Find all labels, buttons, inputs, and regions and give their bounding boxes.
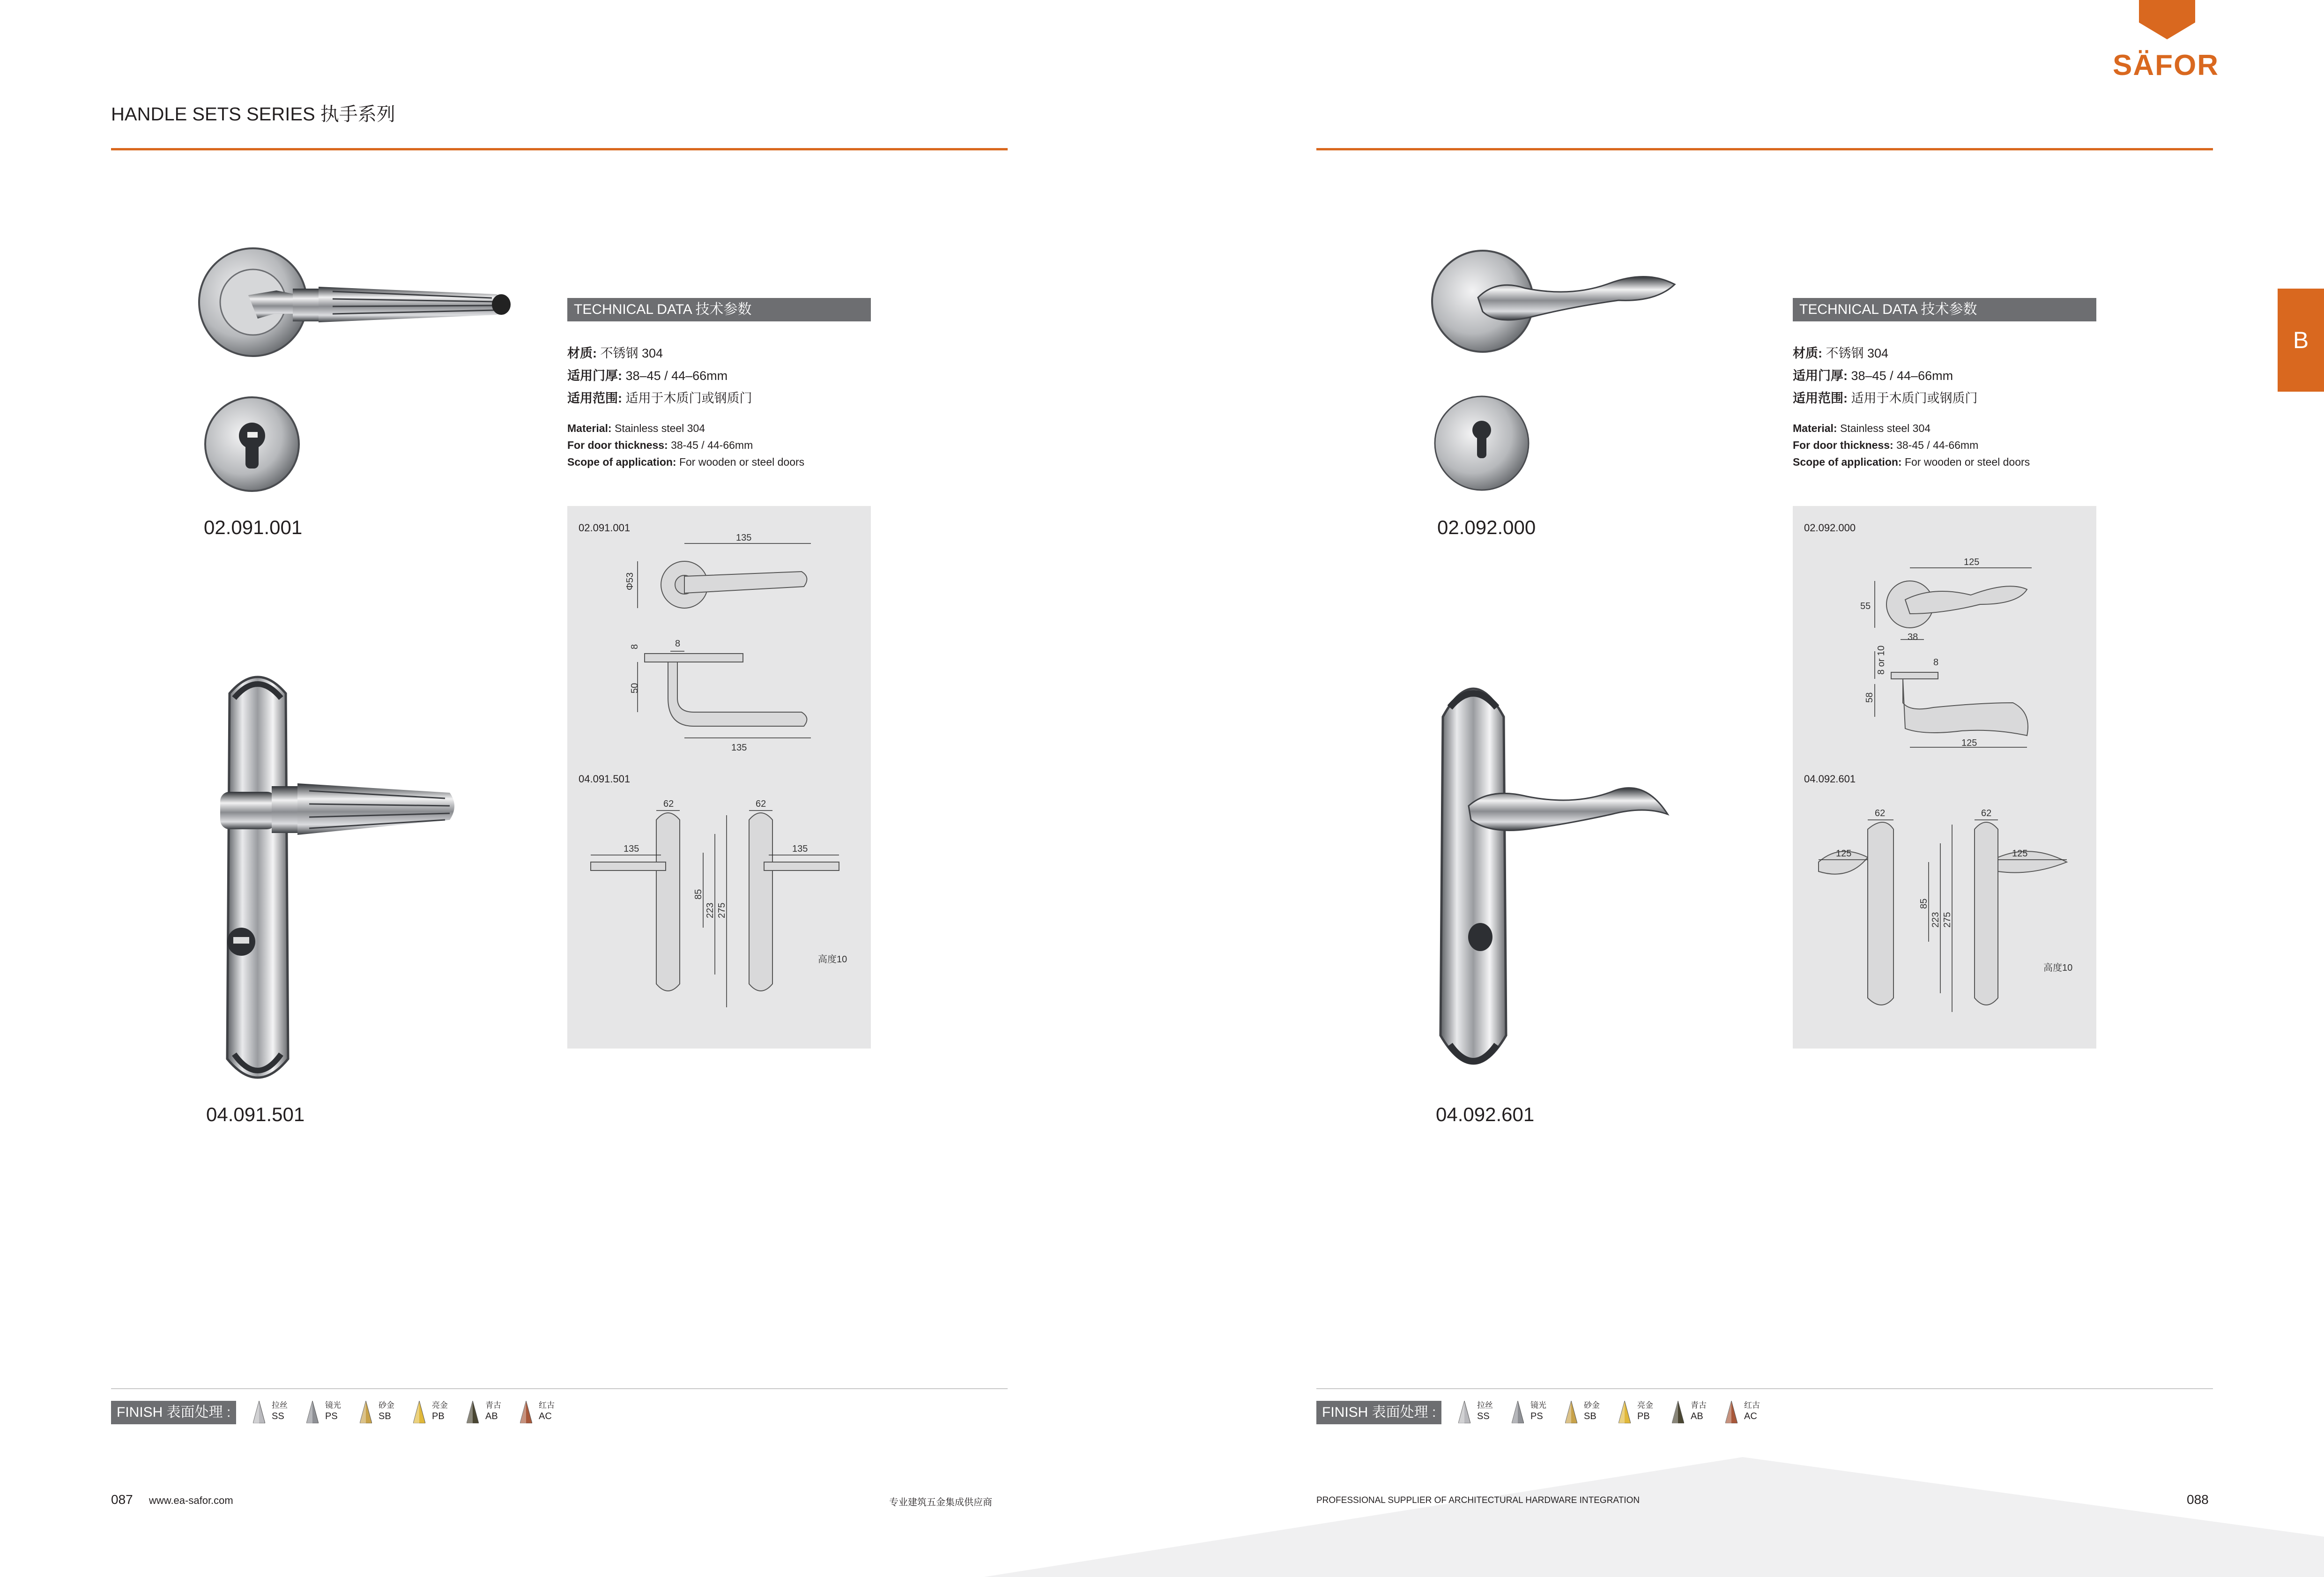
- finish-name-cn: 青古: [1691, 1401, 1707, 1410]
- spec-cn-scope: 适用范围: 适用于木质门或钢质门: [567, 391, 752, 405]
- finish-cone-icon: [1565, 1401, 1577, 1423]
- finish-rule-left: [111, 1388, 1008, 1389]
- spec-en-material: Material: Stainless steel 304: [1793, 422, 1931, 434]
- product-code-top-right: 02.092.000: [1437, 516, 1536, 538]
- finish-code: AC: [539, 1411, 552, 1421]
- dim-len1: 135: [736, 533, 752, 543]
- dim-125b: 125: [2012, 848, 2028, 859]
- dim-85: 85: [1919, 898, 1929, 909]
- page-number-left: 087: [111, 1492, 133, 1507]
- finish-label: FINISH 表面处理 :: [111, 1401, 236, 1424]
- technical-drawing-right: [1793, 506, 2096, 1049]
- spec-cn-thickness: 适用门厚: 38–45 / 44–66mm: [567, 369, 728, 383]
- spec-en-left: [567, 420, 804, 470]
- finish-code: SB: [1584, 1411, 1596, 1421]
- finish-cone-icon: [413, 1401, 425, 1423]
- brand-name: SÄFOR: [2113, 49, 2219, 82]
- product-code-top-left: 02.091.001: [204, 516, 303, 538]
- spec-cn-material: 材质: 不锈钢 304: [1793, 346, 1889, 360]
- dim-135b: 135: [792, 844, 808, 854]
- page-title: HANDLE SETS SERIES 执手系列: [111, 104, 395, 125]
- dim-275: 275: [1942, 912, 1953, 928]
- finish-cone-icon: [1458, 1401, 1470, 1423]
- finish-name-cn: 镜光: [325, 1401, 341, 1410]
- spec-en-scope: Scope of application: For wooden or steel doors: [567, 456, 805, 468]
- finish-name-cn: 亮金: [1637, 1401, 1653, 1410]
- dim-85: 85: [693, 889, 704, 900]
- product-code-bottom-right: 04.092.601: [1436, 1103, 1535, 1125]
- finish-name-cn: 青古: [485, 1401, 501, 1410]
- dim-223: 223: [705, 902, 715, 918]
- finish-cone-icon: [306, 1401, 319, 1423]
- dim-8: 8: [1933, 657, 1939, 668]
- finish-name-cn: 砂金: [1584, 1401, 1600, 1410]
- drawing-label-bottom: 04.091.501: [579, 773, 631, 785]
- finish-cone-icon: [1725, 1401, 1737, 1423]
- dim-len2: 135: [731, 743, 747, 753]
- dim-275: 275: [717, 902, 727, 918]
- finish-code: SS: [1477, 1411, 1490, 1421]
- product-image-lever-02-091-001: [192, 244, 520, 365]
- spec-cn-thickness: 适用门厚: 38–45 / 44–66mm: [1793, 369, 1953, 383]
- dim-135a: 135: [624, 844, 639, 854]
- drawing-label-top: 02.091.001: [579, 522, 631, 534]
- spec-en-thickness: For door thickness: 38-45 / 44-66mm: [567, 439, 753, 451]
- finish-name-cn: 红古: [1744, 1401, 1760, 1410]
- section-tab-b[interactable]: [2278, 289, 2324, 392]
- dim-62a: 62: [1875, 808, 1886, 818]
- drawing-label-top: 02.092.000: [1804, 522, 1856, 534]
- finish-name-cn: 镜光: [1530, 1401, 1546, 1410]
- finish-code: SS: [272, 1411, 284, 1421]
- dim-8or10: 8 or 10: [1876, 645, 1886, 675]
- dim-8b: 8: [630, 644, 640, 649]
- finish-code: PS: [325, 1411, 338, 1421]
- finish-code: PB: [1637, 1411, 1650, 1421]
- spec-cn-scope: 适用范围: 适用于木质门或钢质门: [1793, 391, 1978, 405]
- dim-height-note: 高度10: [818, 954, 847, 965]
- finish-code: SB: [379, 1411, 391, 1421]
- finish-name-cn: 红古: [539, 1401, 555, 1410]
- dim-8a: 8: [675, 639, 681, 649]
- brand-logo: [2113, 0, 2219, 84]
- spec-en-material: Material: Stainless steel 304: [567, 422, 705, 434]
- finish-name-cn: 拉丝: [1477, 1401, 1493, 1410]
- dim-62b: 62: [1981, 808, 1992, 818]
- dim-38: 38: [1908, 632, 1918, 642]
- finish-cone-icon: [1619, 1401, 1631, 1423]
- website-link[interactable]: www.ea-safor.com: [149, 1495, 233, 1506]
- dim-55: 55: [1860, 601, 1871, 611]
- header-rule-left: [111, 148, 1008, 150]
- dim-len2: 125: [1961, 738, 1977, 748]
- finish-code: PS: [1530, 1411, 1543, 1421]
- footer-slogan-en: PROFESSIONAL SUPPLIER OF ARCHITECTURAL HARDWARE INTEGRATION: [1316, 1495, 1640, 1505]
- technical-drawing-svg: [567, 506, 871, 1049]
- finish-cone-icon: [1672, 1401, 1684, 1423]
- dim-height-note: 高度10: [2043, 963, 2073, 973]
- finish-cone-icon: [253, 1401, 265, 1423]
- spec-en-right: [1793, 420, 2030, 470]
- finish-name-cn: 亮金: [432, 1401, 448, 1410]
- dim-len1: 125: [1964, 557, 1980, 567]
- finish-cone-icon: [1512, 1401, 1524, 1423]
- footer-slogan-cn: 专业建筑五金集成供应商: [889, 1497, 992, 1508]
- finish-code: AB: [1691, 1411, 1703, 1421]
- product-image-escutcheon-02-091-001: [197, 394, 309, 497]
- product-image-escutcheon-02-092-000: [1431, 393, 1544, 496]
- spec-en-thickness: For door thickness: 38-45 / 44-66mm: [1793, 439, 1979, 451]
- finish-cone-icon: [520, 1401, 532, 1423]
- page-number-right: 088: [2187, 1492, 2209, 1507]
- technical-drawing-left: [567, 506, 871, 1049]
- finish-code: PB: [432, 1411, 445, 1421]
- spec-en-scope: Scope of application: For wooden or steel doors: [1793, 456, 2030, 468]
- dim-50: 50: [630, 683, 640, 693]
- finish-code: AC: [1744, 1411, 1757, 1421]
- finish-rule-right: [1316, 1388, 2213, 1389]
- header-rule-right: [1316, 148, 2213, 150]
- spec-cn-right: [1793, 342, 1978, 409]
- finish-code: AB: [485, 1411, 498, 1421]
- tech-data-header-right: TECHNICAL DATA 技术参数: [1793, 298, 2096, 321]
- product-image-lever-02-092-000: [1431, 241, 1693, 363]
- footer-shadow-shape: [984, 1457, 2324, 1577]
- finish-label: FINISH 表面处理 :: [1316, 1401, 1441, 1424]
- dim-58: 58: [1864, 692, 1875, 703]
- dim-62a: 62: [663, 799, 674, 809]
- dim-223: 223: [1930, 912, 1941, 928]
- product-image-plate-04-092-601: [1424, 665, 1686, 1087]
- tech-data-header-left: TECHNICAL DATA 技术参数: [567, 298, 871, 321]
- finish-cone-icon: [360, 1401, 372, 1423]
- dim-dia: Φ53: [625, 572, 635, 590]
- spec-cn-material: 材质: 不锈钢 304: [567, 346, 663, 360]
- dim-125a: 125: [1836, 848, 1852, 859]
- finish-name-cn: 砂金: [379, 1401, 394, 1410]
- dim-62b: 62: [756, 799, 766, 809]
- drawing-label-bottom: 04.092.601: [1804, 773, 1856, 785]
- finish-cone-icon: [467, 1401, 479, 1423]
- product-image-plate-04-091-501: [197, 665, 468, 1087]
- spec-cn-left: [567, 342, 752, 409]
- section-tab-letter: B: [2293, 327, 2309, 353]
- technical-drawing-svg: [1793, 506, 2096, 1049]
- product-code-bottom-left: 04.091.501: [206, 1103, 305, 1125]
- finish-name-cn: 拉丝: [272, 1401, 288, 1410]
